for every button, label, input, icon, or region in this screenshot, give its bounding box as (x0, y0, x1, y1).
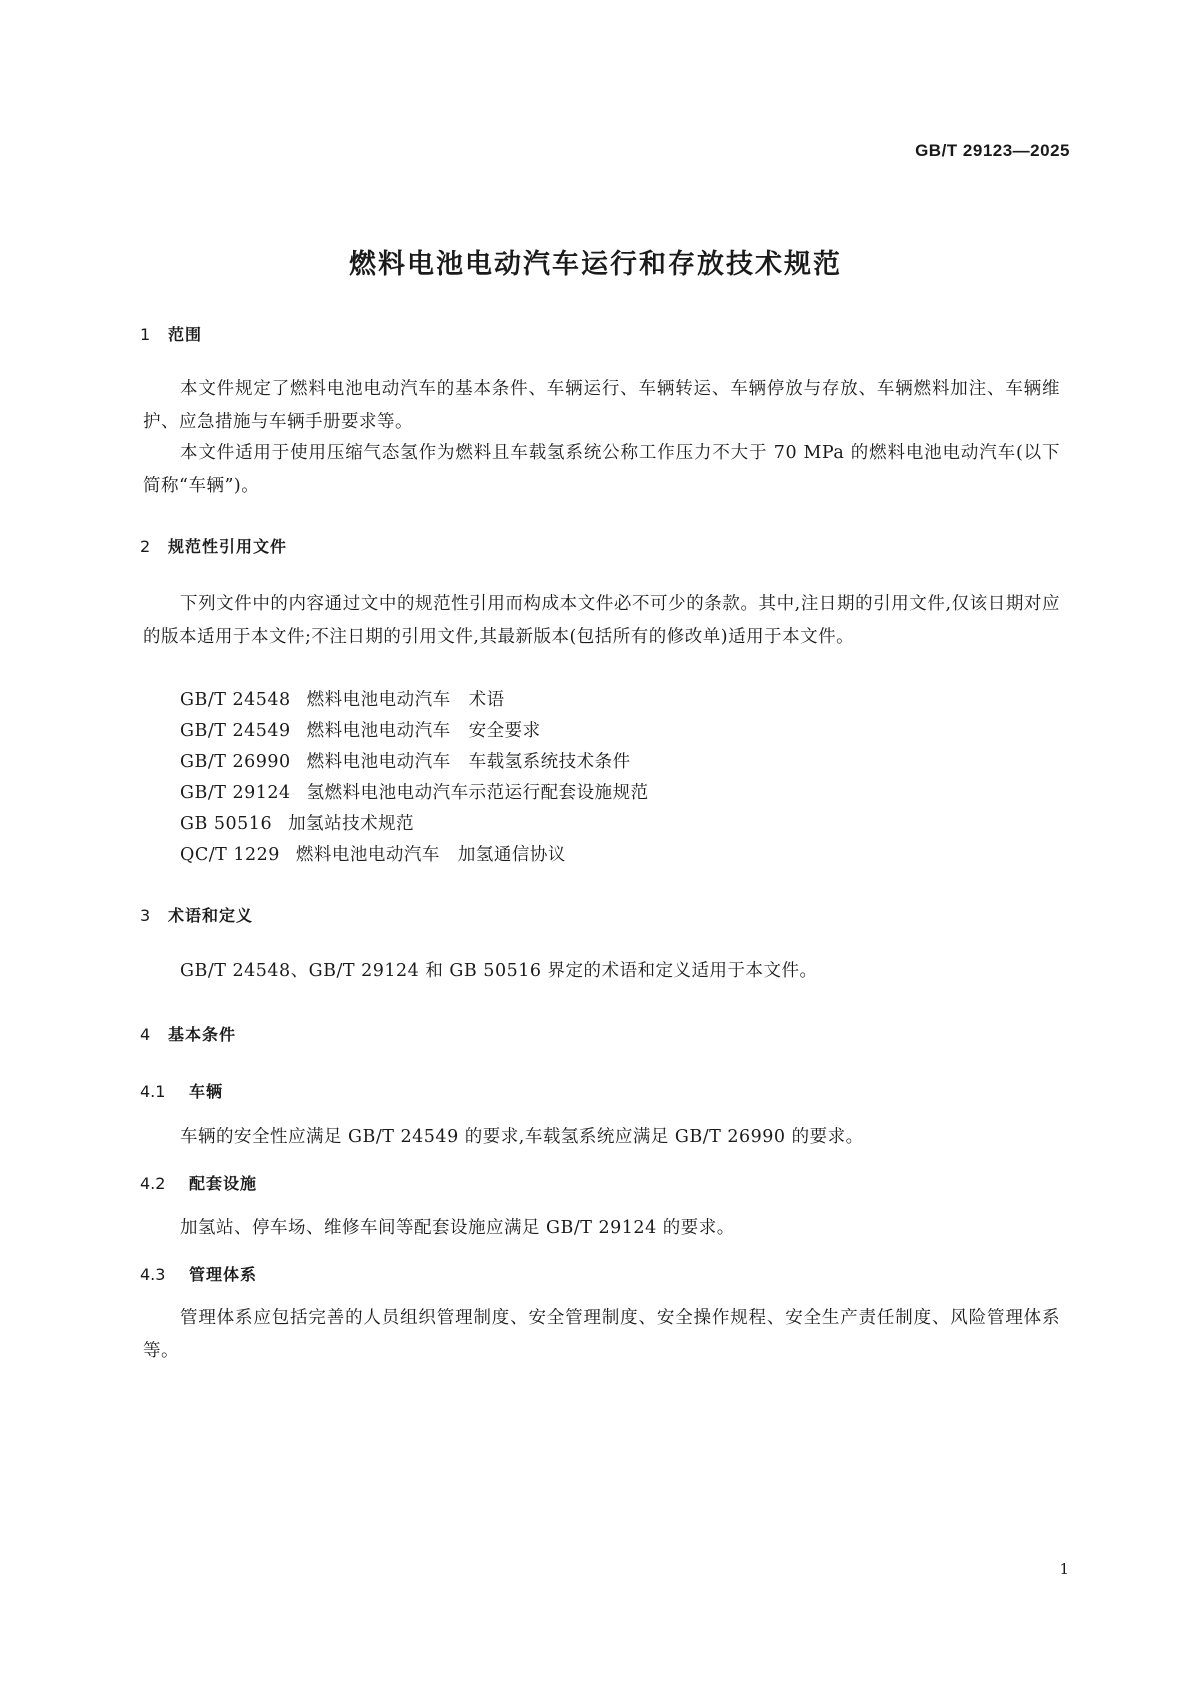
subsection-title: 管理体系 (189, 1265, 258, 1284)
subsection-heading-4-1 (140, 1079, 223, 1102)
section-heading-3 (140, 903, 253, 926)
subsection-title: 车辆 (189, 1082, 224, 1101)
vehicle-paragraph: 车辆的安全性应满足 GB/T 24549 的要求,车载氢系统应满足 GB/T 26990 的要求。 (180, 1127, 864, 1147)
reference-code: QC/T 1229 (180, 845, 280, 865)
terms-paragraph: GB/T 24548、GB/T 29124 和 GB 50516 界定的术语和定义适用于本文件。 (180, 961, 818, 981)
reference-title: 加氢站技术规范 (288, 814, 415, 834)
reference-item (180, 810, 414, 835)
reference-item (180, 686, 505, 711)
section-number: 1 (140, 325, 151, 344)
subsection-title: 配套设施 (189, 1174, 258, 1193)
reference-item (180, 779, 649, 804)
section-number: 2 (140, 537, 151, 556)
scope-paragraph-2: 本文件适用于使用压缩气态氢作为燃料且车载氢系统公称工作压力不大于 70 MPa 的燃料电池电动汽车(以下简称“车辆”)。 (143, 443, 1060, 496)
normative-references-intro: 下列文件中的内容通过文中的规范性引用而构成本文件必不可少的条款。其中,注日期的引用文件,仅该日期对应的版本适用于本文件;不注日期的引用文件,其最新版本(包括所有的修改单)适用于本文件。 (143, 594, 1060, 647)
subsection-number: 4.1 (140, 1082, 166, 1101)
subsection-heading-4-3 (140, 1262, 257, 1285)
document-title: 燃料电池电动汽车运行和存放技术规范 (349, 249, 842, 280)
subsection-heading-4-2 (140, 1171, 257, 1194)
section-number: 4 (140, 1025, 151, 1044)
subsection-number: 4.2 (140, 1174, 166, 1193)
reference-title: 氢燃料电池电动汽车示范运行配套设施规范 (306, 783, 649, 803)
section-number: 3 (140, 906, 151, 925)
section-heading-1 (140, 322, 202, 345)
subsection-number: 4.3 (140, 1265, 166, 1284)
reference-item (180, 841, 566, 866)
management-paragraph: 管理体系应包括完善的人员组织管理制度、安全管理制度、安全操作规程、安全生产责任制度、风险管理体系等。 (143, 1308, 1060, 1361)
reference-title: 燃料电池电动汽车 术语 (306, 690, 505, 710)
section-heading-4 (140, 1022, 236, 1045)
page-number: 1 (1059, 1560, 1069, 1578)
reference-title: 燃料电池电动汽车 安全要求 (306, 721, 541, 741)
section-title: 规范性引用文件 (168, 537, 288, 556)
reference-code: GB 50516 (180, 814, 273, 834)
reference-title: 燃料电池电动汽车 车载氢系统技术条件 (306, 752, 631, 772)
reference-code: GB/T 29124 (180, 783, 291, 803)
section-title: 术语和定义 (168, 906, 254, 925)
reference-code: GB/T 26990 (180, 752, 291, 772)
scope-paragraph-1: 本文件规定了燃料电池电动汽车的基本条件、车辆运行、车辆转运、车辆停放与存放、车辆燃料加注、车辆维护、应急措施与车辆手册要求等。 (143, 379, 1060, 432)
reference-code: GB/T 24549 (180, 721, 291, 741)
standard-code: GB/T 29123—2025 (915, 141, 1070, 160)
reference-title: 燃料电池电动汽车 加氢通信协议 (295, 845, 566, 865)
reference-item (180, 748, 631, 773)
reference-code: GB/T 24548 (180, 690, 291, 710)
section-title: 范围 (168, 325, 203, 344)
facilities-paragraph: 加氢站、停车场、维修车间等配套设施应满足 GB/T 29124 的要求。 (180, 1218, 735, 1238)
section-title: 基本条件 (168, 1025, 237, 1044)
section-heading-2 (140, 534, 287, 557)
reference-item (180, 717, 541, 742)
